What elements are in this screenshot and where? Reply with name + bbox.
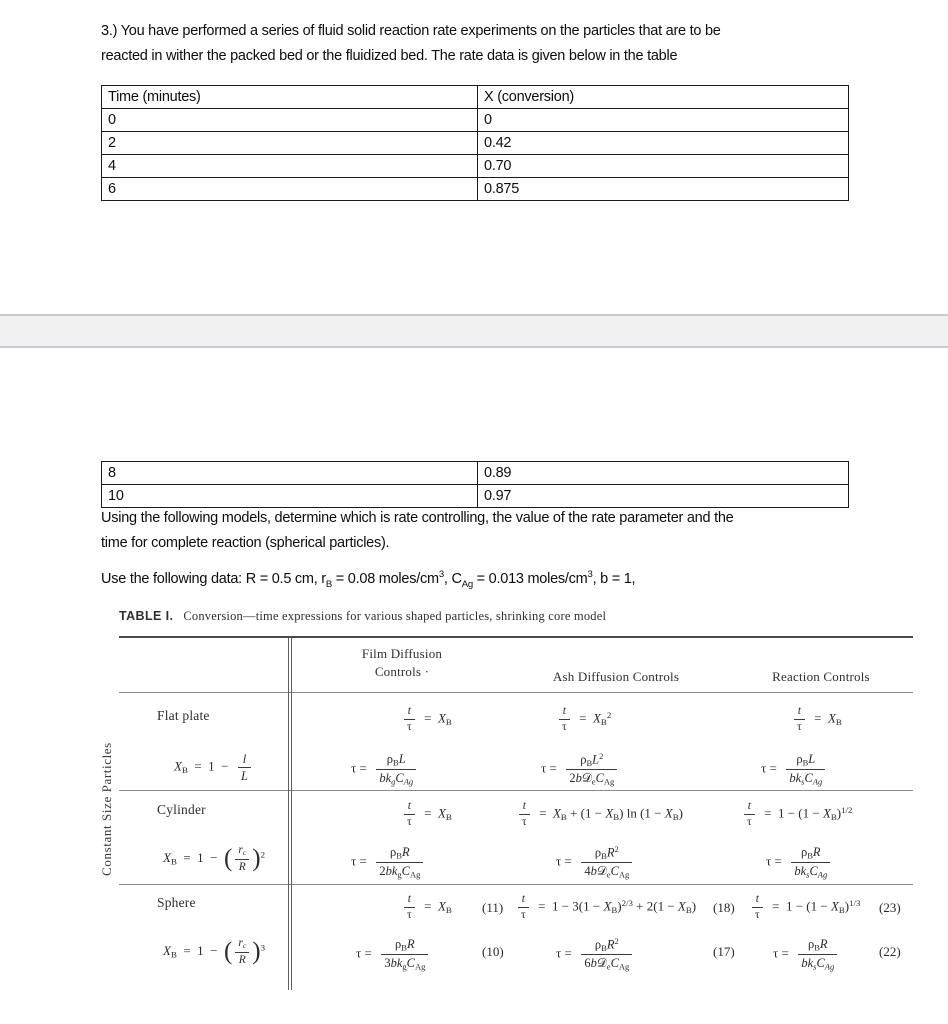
cylinder-reaction-tau: τ = $\frac{\text{ρBR}}{\text{bksCAg}}$	[766, 845, 833, 880]
column-header-film-diffusion	[307, 646, 497, 680]
flat-plate-film-equation: $\frac{t}{\tau}$ = XB	[401, 705, 452, 734]
equation-number-10: (10)	[482, 944, 504, 959]
table1-top-rule	[119, 636, 913, 638]
row-label-sphere: Sphere	[157, 895, 196, 910]
column-header-ash-diffusion: Ash Diffusion Controls	[552, 669, 680, 684]
equation-number-22: (22)	[879, 944, 901, 959]
cylinder-ash-tau: τ = $\frac{\rho BR^2}{\text{4b𝒟eCAg}}$	[556, 845, 635, 880]
flat-plate-ash-equation: $\frac{t}{\tau}$ = $XB^2$	[556, 705, 611, 734]
table-row	[102, 109, 849, 132]
equation-number-23: (23)	[879, 900, 901, 915]
table-row-header	[102, 86, 849, 109]
cell-conversion: 0.42	[478, 132, 849, 155]
given-data-mid-3: = 0.013 moles/cm	[472, 571, 588, 587]
column-header-reaction: Reaction Controls	[772, 669, 870, 684]
cell-time: 8	[102, 462, 478, 485]
cell-conversion: 0.70	[478, 155, 849, 178]
cell-conversion: 0.97	[478, 485, 849, 508]
row-label-flat-plate: Flat plate	[157, 708, 210, 723]
table1-header-rule	[119, 692, 913, 693]
flat-plate-ash-tau: τ = $\frac{\rho BL^2}{\text{2b𝒟eCAg}}$	[541, 752, 620, 787]
sphere-conversion-expression: XB = 1 − ( $\frac{rc}{R}$ )$^3$	[163, 937, 266, 966]
row-label-cylinder: Cylinder	[157, 802, 206, 817]
given-data-line	[101, 567, 635, 592]
cell-time: 2	[102, 132, 478, 155]
cell-time: 0	[102, 109, 478, 132]
given-data-sub-b: B	[325, 578, 333, 590]
table1-figure	[101, 604, 913, 989]
sphere-ash-tau: τ = $\frac{\rho BR^2}{\text{6b𝒟eCAg}}$	[556, 937, 635, 972]
table1-side-label: Constant Size Particles	[99, 742, 114, 876]
table1-side-divider	[288, 638, 289, 990]
flat-plate-reaction-tau: τ = $\frac{\text{ρBL}}{\text{bksCAg}}$	[761, 752, 828, 787]
given-data-end: , b = 1,	[592, 571, 636, 587]
column-header-film-line1: Film Diffusion	[361, 646, 443, 661]
cylinder-conversion-expression: XB = 1 − ( $\frac{rc}{R}$ )$^2$	[163, 844, 266, 873]
cell-conversion: 0.89	[478, 462, 849, 485]
table1-row-rule-1	[119, 790, 913, 791]
column-header-film-line2: Controls ·	[374, 664, 430, 679]
table-row	[102, 155, 849, 178]
cylinder-film-tau: τ = $\frac{\text{ρBR}}{\text{2bkgCAg}}$	[351, 845, 426, 880]
flat-plate-reaction-equation: $\frac{t}{\tau}$ = XB	[791, 705, 842, 734]
sphere-reaction-equation: $\frac{t}{\tau}$ = 1 − (1 − XB)$^{1/3}$	[749, 893, 860, 922]
page-break-separator	[0, 314, 948, 348]
table-row	[102, 462, 849, 485]
table1-row-rule-2	[119, 884, 913, 885]
given-data-mid-2: , C	[443, 571, 462, 587]
rate-data-table-bottom	[101, 461, 849, 508]
sphere-film-equation: $\frac{t}{\tau}$ = XB	[401, 893, 452, 922]
given-data-sup-3a: 3	[438, 569, 444, 581]
rate-data-table-top	[101, 85, 849, 201]
question-intro-line-2: reacted in wither the packed bed or the fluidized bed. The rate data is given below in the table	[101, 48, 678, 64]
cell-conversion: 0	[478, 109, 849, 132]
instruction-line-2: time for complete reaction (spherical particles).	[101, 535, 390, 551]
cylinder-ash-equation: $\frac{t}{\tau}$ = XB + (1 − XB) ln (1 − XB)	[516, 800, 683, 829]
cell-conversion: 0.875	[478, 178, 849, 201]
flat-plate-conversion-expression: XB = 1 − $\frac{l}{L}$	[174, 752, 254, 783]
table1-caption	[119, 609, 606, 624]
instruction-line-1: Using the following models, determine which is rate controlling, the value of the rate parameter and the	[101, 510, 734, 526]
table-row	[102, 178, 849, 201]
given-data-sub-ag: Ag	[461, 578, 473, 590]
cylinder-film-equation: $\frac{t}{\tau}$ = XB	[401, 800, 452, 829]
flat-plate-film-tau: τ = $\frac{\text{ρBL}}{\text{bkgCAg}}$	[351, 752, 419, 787]
equation-number-18: (18)	[713, 900, 735, 915]
sphere-reaction-tau: τ = $\frac{\text{ρBR}}{\text{bksCAg}}$	[773, 937, 840, 972]
given-data-mid-1: = 0.08 moles/cm	[332, 571, 439, 587]
cell-time: 6	[102, 178, 478, 201]
table-row	[102, 485, 849, 508]
table-header-conversion: X (conversion)	[478, 86, 849, 109]
sphere-ash-equation: $\frac{t}{\tau}$ = 1 − 3(1 − XB)$^{2/3}$ + 2(1 − XB)	[515, 893, 696, 922]
cell-time: 4	[102, 155, 478, 178]
cylinder-reaction-equation: $\frac{t}{\tau}$ = 1 − (1 − XB)$^{1/2}$	[741, 800, 852, 829]
table1-caption-text: Conversion—time expressions for various shaped particles, shrinking core model	[183, 609, 607, 623]
table1-side-divider-2	[291, 638, 292, 990]
question-intro-line-1: 3.) You have performed a series of fluid solid reaction rate experiments on the particles that are to be	[101, 23, 721, 39]
equation-number-17: (17)	[713, 944, 735, 959]
table-header-time: Time (minutes)	[102, 86, 478, 109]
sphere-film-tau: τ = $\frac{\text{ρBR}}{\text{3bkgCAg}}$	[356, 937, 431, 972]
given-data-sup-3b: 3	[587, 569, 593, 581]
cell-time: 10	[102, 485, 478, 508]
equation-number-11: (11)	[482, 900, 504, 915]
table1-caption-label: TABLE I.	[119, 609, 174, 623]
table-row	[102, 132, 849, 155]
given-data-prefix: Use the following data: R = 0.5 cm, r	[101, 571, 326, 587]
